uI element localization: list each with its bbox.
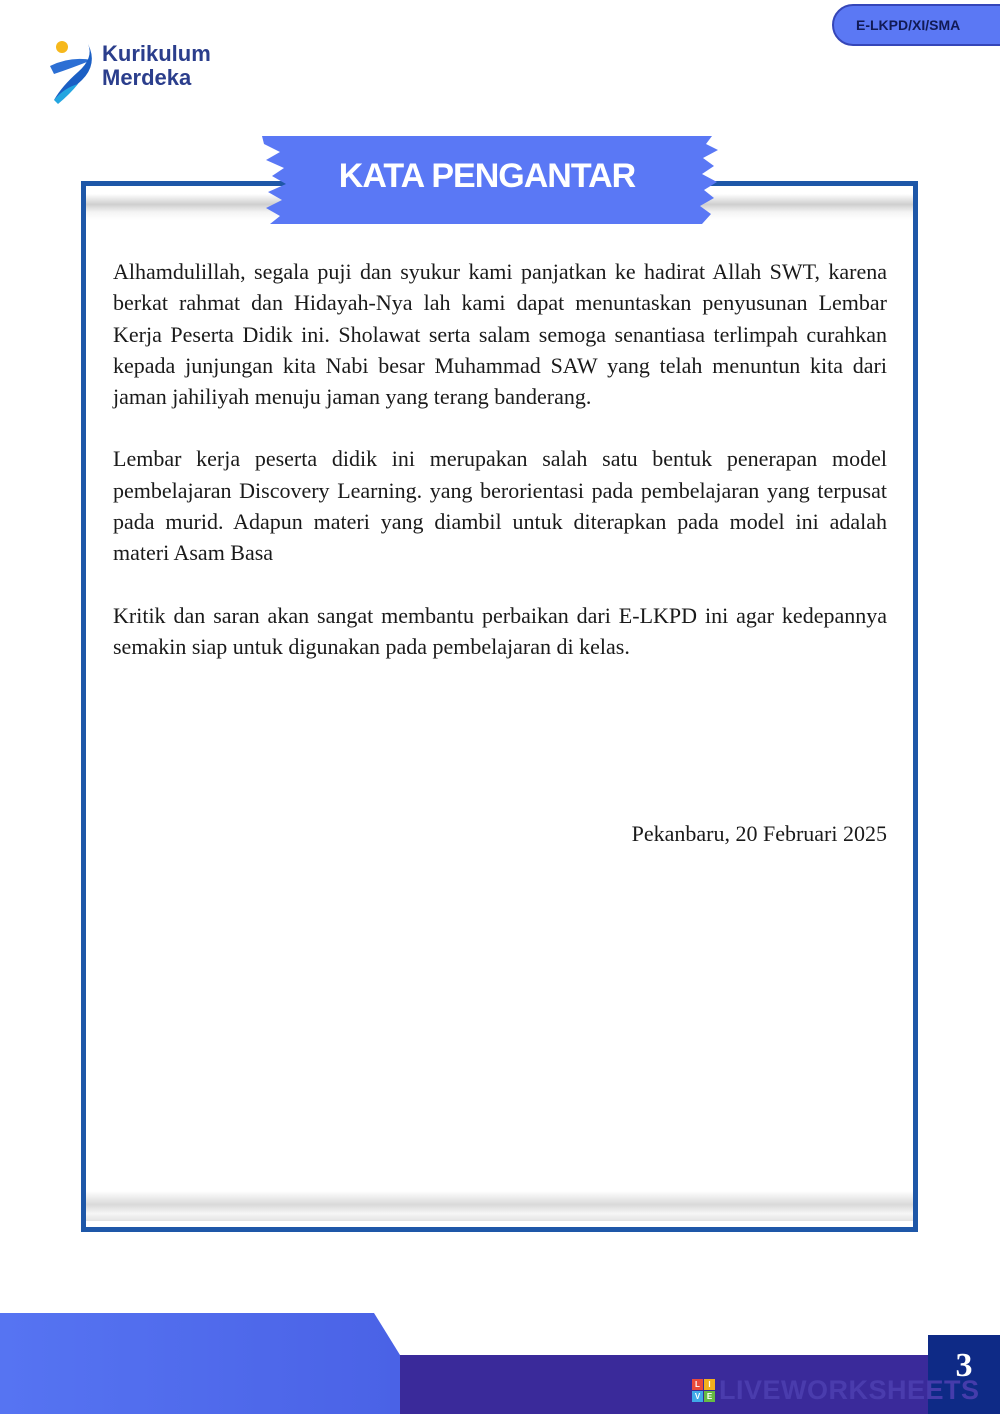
wm-letter-v: V: [692, 1391, 703, 1402]
liveworksheets-logo-icon: [692, 1379, 715, 1402]
title-banner: [256, 134, 718, 226]
footer-accent-wedge: [0, 1313, 400, 1414]
kurikulum-merdeka-logo-icon: [48, 38, 100, 104]
kurikulum-merdeka-logo: [48, 38, 248, 108]
frame-bottom-shading: [86, 1191, 913, 1221]
document-code-badge: E-LKPD/XI/SMA: [832, 4, 1000, 46]
place-and-date: Pekanbaru, 20 Februari 2025: [631, 821, 887, 846]
wm-letter-l: L: [692, 1379, 703, 1390]
logo-line-1: Kurikulum: [102, 41, 211, 66]
logo-wordmark: [102, 42, 211, 90]
foreword-body: [113, 256, 887, 693]
liveworksheets-watermark: [692, 1376, 980, 1404]
paragraph-2: Lembar kerja peserta didik ini merupakan salah satu bentuk penerapan model pembelajaran Discovery Learning. yang berorientasi pada pembelajaran yang terpusat pada murid. Adapun materi yang diambil untuk diterapkan pada model ini adalah materi Asam Basa: [113, 446, 887, 566]
watermark-text: LIVEWORKSHEETS: [719, 1374, 980, 1405]
paragraph-1: Alhamdulillah, segala puji dan syukur kami panjatkan ke hadirat Allah SWT, karena berkat rahmat dan Hidayah-Nya lah kami dapat menuntaskan penyusunan Lembar Kerja Peserta Didik ini. Sholawat serta salam semoga senantiasa terlimpah curahkan kepada junjungan kita Nabi besar Muhammad SAW yang telah menuntun kita dari jaman jahiliyah menuju jaman yang terang banderang.: [113, 259, 887, 410]
page-title: KATA PENGANTAR: [338, 157, 636, 195]
logo-line-2: Merdeka: [102, 65, 192, 90]
wm-letter-i: I: [704, 1379, 715, 1390]
paragraph-3: Kritik dan saran akan sangat membantu perbaikan dari E-LKPD ini agar kedepannya semakin siap untuk digunakan pada pembelajaran di kelas.: [113, 602, 887, 659]
wm-letter-e: E: [704, 1391, 715, 1402]
page-number: 3: [928, 1335, 1000, 1414]
